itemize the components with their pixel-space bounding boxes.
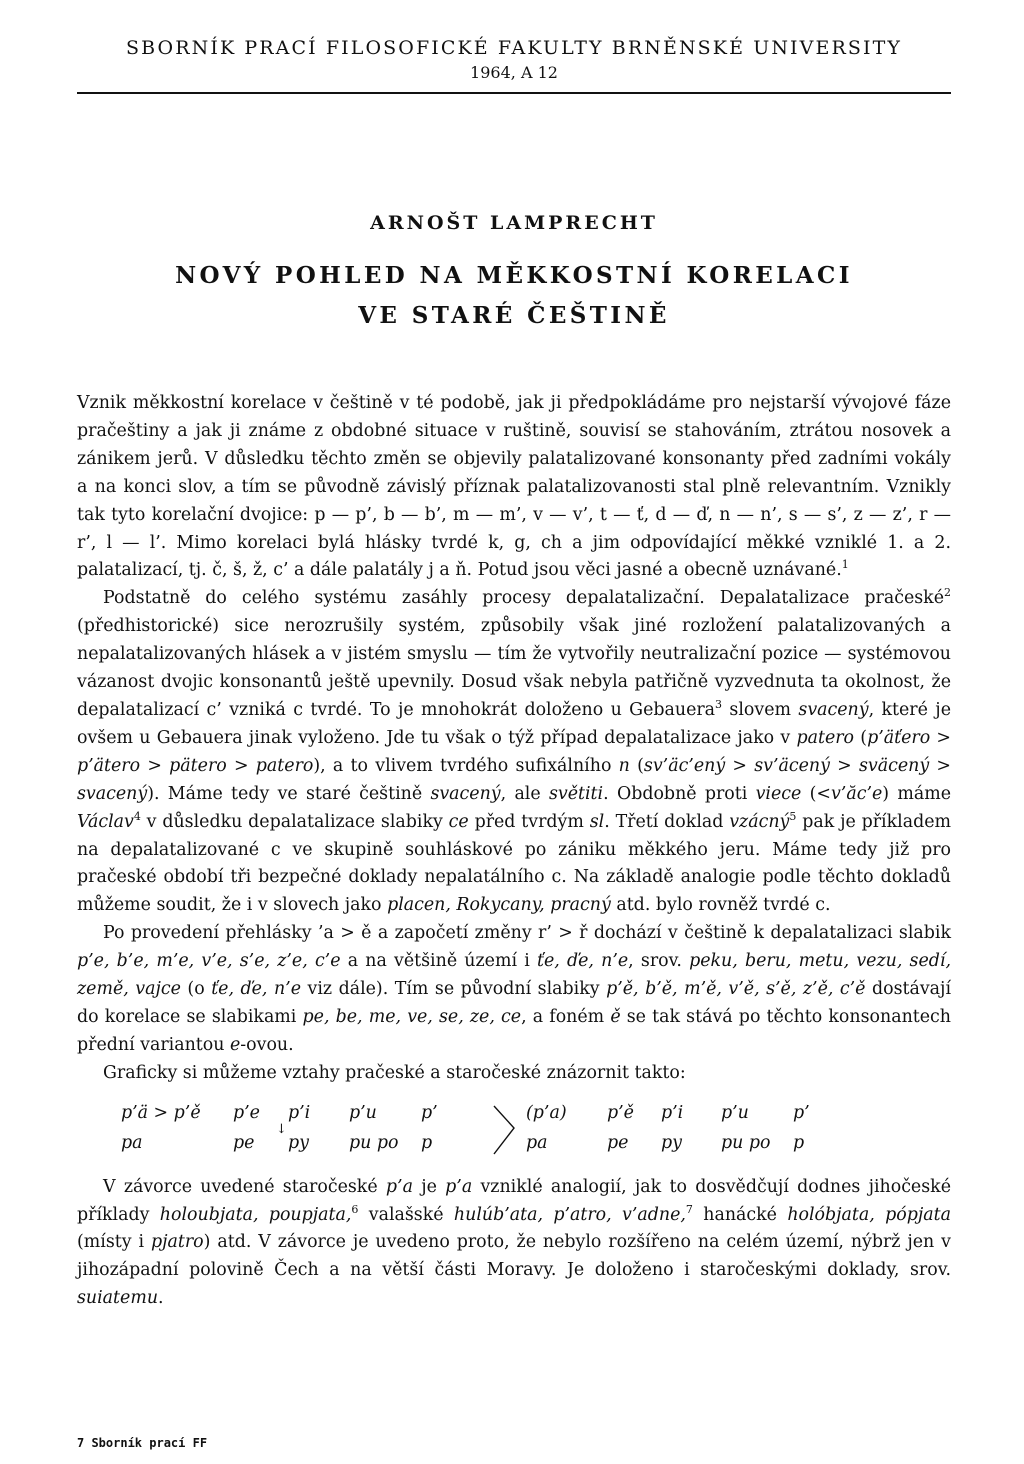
example-syllables: p’e, b’e, m’e, v’e, s’e, z’e, c’e (77, 951, 341, 972)
text-run: (předhistorické) sice nerozrušily systém, způsobily však jiné rozložení palatalizovaných a nepalatalizovaných hlásek a v jistém smyslu — tím že vytvořily neutralizační pozice — systémovou vázanost dvojic konsonantů ještě upevnily. Dosud však nebyla patřičně vyzvednuta ta okolnost, že depalatalizací c’ vzniká c tvrdé. To je mnohokrát doloženo u Gebauera (77, 616, 951, 720)
paragraph-1 (77, 390, 951, 585)
text-run: vzniklé analogií, jak to dosvědčují dodnes jihočeské příklady (77, 1176, 951, 1225)
text-run: ), a to vlivem tvrdého sufixálního (313, 755, 619, 776)
footnote-mark-3: 3 (715, 698, 723, 712)
text-run: pak je příkladem na depalatalizované c ve skupině souhláskové po zániku měkkého jeru. Máme tedy již pro pračeské období tři bezpečné doklady nepalatálního c. Na základě analogie podle těchto dokladů můžeme soudit, že i v slovech jako (77, 811, 952, 916)
footnote-mark-4: 4 (133, 809, 141, 823)
scheme-cell: p’ (421, 1102, 438, 1123)
example-word: ce (448, 811, 469, 832)
example-word: vzácný (729, 811, 790, 832)
text-run: ( (629, 755, 644, 776)
example-chain: p’äťero > p’ätero > pätero > patero (77, 727, 951, 776)
text-run: . Obdobně proti (603, 783, 756, 804)
article-title (77, 256, 951, 336)
text-run: Podstatně do celého systému zasáhly procesy depalatalizační. Depalatalizace pračeské (103, 588, 944, 609)
header-rule (77, 92, 951, 94)
text-run: (o (180, 979, 212, 1000)
text-run: ) atd. V závorce je uvedeno proto, že nebylo rozšířeno na celém území, nýbrž jen v jihozápadní polovině Čech a na větší části Moravy. Je doloženo i staročeskými doklady, srov. (77, 1232, 951, 1281)
footnote-mark-1: 1 (841, 558, 849, 572)
scheme-cell: p’i (288, 1102, 311, 1123)
text-run: (< (801, 783, 831, 804)
example-letter: ě (610, 1006, 621, 1027)
phonological-scheme (77, 1096, 951, 1164)
scheme-cell: pe (607, 1132, 629, 1153)
example-word: p’a (445, 1176, 473, 1197)
text-run: Po provedení přehlásky ’a > ě a započetí změny r’ > ř dochází v češtině k depalatalizaci slabik (103, 923, 951, 944)
scheme-cell: p’e (233, 1102, 260, 1123)
text-run: valašské (358, 1204, 454, 1225)
converge-bracket-icon (490, 1100, 520, 1160)
text-run: V závorce uvedené staročeské (103, 1176, 386, 1197)
example-word: svacený (798, 699, 869, 720)
example-word: n (618, 755, 630, 776)
paragraph-3 (77, 920, 951, 1060)
text-run: hanácké (692, 1204, 788, 1225)
text-run: . (158, 1288, 164, 1309)
text-run: , srov. (628, 951, 690, 972)
scheme-cell: p’u (721, 1102, 749, 1123)
scheme-cell: p’ä > p’ě (121, 1102, 201, 1123)
scheme-cell: py (661, 1132, 682, 1153)
example-word: patero (796, 727, 855, 748)
text-run: atd. bylo rovněž tvrdé c. (610, 895, 831, 916)
example-syllables: pe, be, me, ve, se, ze, ce (302, 1006, 522, 1027)
paragraph-1-text: Vznik měkkostní korelace v češtině v té podobě, jak ji předpokládáme pro nejstarší vývojové fáze pračeštiny a jak ji známe z obdobné situace v ruštině, souvisí se stahováním, ztrátou nosovek a zánikem jerů. V důsledku těchto změn se objevily palatalizované konsonanty před zadními vokály a na konci slov, a tím se původně závislý příznak palatalizovanosti stal plně relevantním. Vznikly tak tyto korelační dvojice: p — p’, b — b’, m — m’, v — v’, t — ť, d — ď, n — n’, s — s’, z — z’, r — r’, l — l’. Mimo korelaci bylá hlásky tvrdé k, g, ch a jim odpovídající měkké vzniklé 1. a 2. palatalizací, tj. č, š, ž, c’ a dále palatály j a ň. Potud jsou věci jasné a obecně uznávané. (77, 393, 951, 581)
scheme-cell: p’i (661, 1102, 684, 1123)
example-word: svacený (430, 783, 501, 804)
example-word: suiatemu (77, 1288, 159, 1309)
paragraph-4: Graficky si můžeme vztahy pračeské a staročeské znázornit takto: (103, 1062, 686, 1083)
example-words: placen, Rokycany, pracný (387, 895, 611, 916)
text-run: -ovou. (240, 1034, 294, 1055)
example-letter: e (229, 1034, 241, 1055)
example-word: světiti (548, 783, 604, 804)
paragraph-5 (77, 1174, 951, 1314)
paragraph-2 (77, 585, 951, 920)
scheme-cell: pu po (721, 1132, 771, 1153)
title-line-1: NOVÝ POHLED NA MĚKKOSTNÍ KORELACI (175, 262, 853, 289)
text-run: ) máme (882, 783, 951, 804)
example-words: hulúb’ata, p’atro, v’adne, (453, 1204, 686, 1225)
example-word: Václav (77, 811, 134, 832)
text-run: je (412, 1176, 446, 1197)
text-run: , ale (500, 783, 549, 804)
footnote-mark-6: 6 (351, 1202, 359, 1216)
scheme-cell: pe (233, 1132, 255, 1153)
example-word: p’a (385, 1176, 413, 1197)
scheme-cell: pa (121, 1132, 143, 1153)
article-body (77, 390, 951, 1313)
example-syllables: p’ě, b’ě, m’ě, v’ě, s’ě, z’ě, c’ě (606, 979, 866, 1000)
footnote-mark-5: 5 (789, 809, 797, 823)
scheme-cell: pu po (349, 1132, 399, 1153)
title-line-2: VE STARÉ ČEŠTINĚ (358, 302, 670, 329)
example-chain: sv’äc’ený > sv’äcený > sväcený > svacený (77, 755, 951, 804)
text-run: (místy i (77, 1232, 151, 1253)
footnote-mark-2: 2 (944, 586, 951, 600)
footnote-mark-7: 7 (685, 1202, 693, 1216)
text-run: se tak stává po těchto konsonantech přední variantou (77, 1006, 951, 1055)
example-syllables: ťe, ďe, n’e (536, 951, 629, 972)
scheme-cell: pa (526, 1132, 548, 1153)
example-word: sl (589, 811, 605, 832)
text-run: a na většině území i (340, 951, 537, 972)
scheme-cell: py (288, 1132, 309, 1153)
text-run: ( (854, 727, 868, 748)
text-run: , a foném (521, 1006, 611, 1027)
scheme-cell: p’u (349, 1102, 377, 1123)
text-run: před tvrdým (468, 811, 590, 832)
scheme-cell: p’ě (607, 1102, 634, 1123)
scheme-cell: p’ (793, 1102, 810, 1123)
page (77, 36, 951, 1313)
text-run: slovem (722, 699, 799, 720)
journal-title: SBORNÍK PRACÍ FILOSOFICKÉ FAKULTY BRNĚNSKÉ UNIVERSITY (126, 37, 902, 59)
scheme-cell: p (421, 1132, 433, 1153)
text-run: , které je ovšem u Gebauera jinak vyloženo. Jde tu však o týž případ depalatalizace jako v (77, 699, 951, 748)
example-words: peku, beru, metu, vezu, sedí, země, vajce (77, 951, 951, 1000)
text-run: ). Máme tedy ve staré češtině (147, 783, 431, 804)
scheme-cell: (p’a) (526, 1102, 567, 1123)
example-words: holoubjata, poupjata, (159, 1204, 352, 1225)
author-name: ARNOŠT LAMPRECHT (370, 212, 658, 234)
text-run: . Třetí doklad (604, 811, 730, 832)
example-words: holóbjata, pópjata (787, 1204, 951, 1225)
text-run: dostávají do korelace se slabikami (77, 979, 952, 1027)
scheme-cell: p (793, 1132, 805, 1153)
example-syllables: ťe, ďe, n’e (211, 979, 301, 1000)
issue-number: 1964, A 12 (470, 63, 558, 82)
page-footer: 7 Sborník prací FF (77, 1436, 208, 1450)
example-word: v’ăc’e (830, 783, 883, 804)
example-word: pjatro (150, 1232, 204, 1253)
arrow-down-icon: ↓ (276, 1121, 287, 1137)
text-run: viz dále). Tím se původní slabiky (301, 979, 607, 1000)
text-run: v důsledku depalatalizace slabiky (140, 811, 449, 832)
example-word: viece (755, 783, 802, 804)
